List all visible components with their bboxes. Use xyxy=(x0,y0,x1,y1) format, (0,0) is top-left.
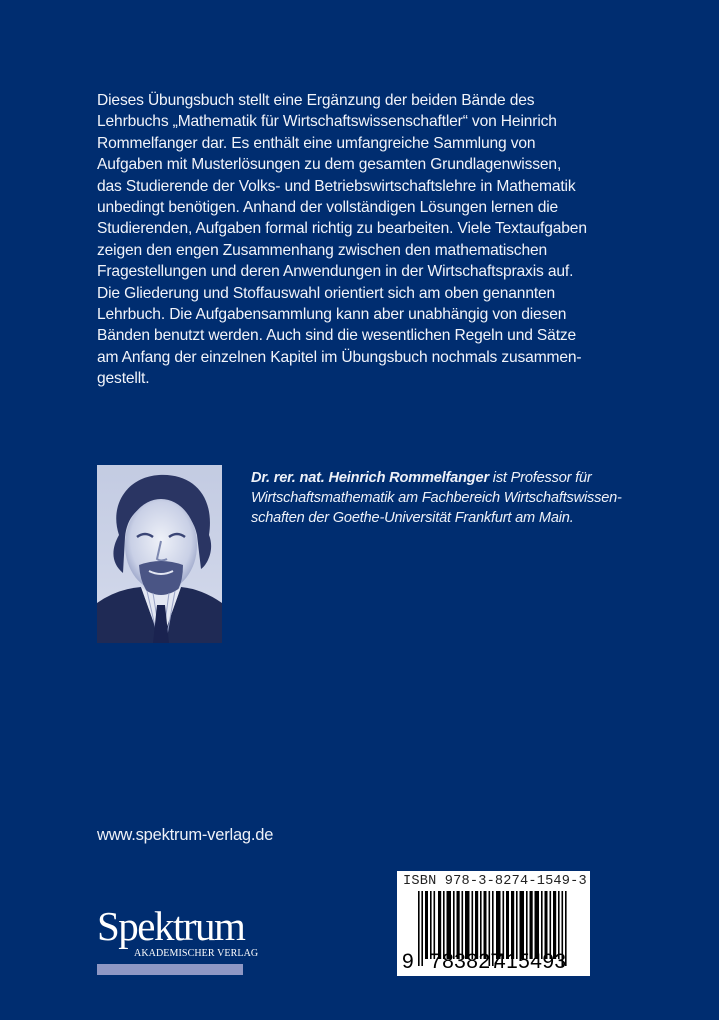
isbn-label: ISBN 978-3-8274-1549-3 xyxy=(403,874,587,889)
blurb-line: das Studierende der Volks- und Betriebswirtschaftslehre in Mathematik xyxy=(97,177,576,195)
blurb-line: Lehrbuchs „Mathematik für Wirtschaftswissenschaftler“ von Heinrich xyxy=(97,113,557,131)
blurb-line: Die Gliederung und Stoffauswahl orientiert sich am oben genannten xyxy=(97,284,556,302)
author-bio-text: ist Professor für xyxy=(488,470,592,486)
logo-bar xyxy=(97,964,243,975)
logo-subtitle: AKADEMISCHER VERLAG xyxy=(134,948,259,959)
publisher-website-link[interactable]: www.spektrum-verlag.de xyxy=(97,826,274,844)
author-bio-line-3: schaften der Goethe-Universität Frankfurt am Main. xyxy=(251,510,574,527)
blurb-line: Rommelfanger dar. Es enthält eine umfangreiche Sammlung von xyxy=(97,134,536,152)
blurb-line: Bänden benutzt werden. Auch sind die wesentlichen Regeln und Sätze xyxy=(97,327,577,345)
author-bio-line-1 xyxy=(251,468,651,488)
back-cover-blurb xyxy=(97,90,637,390)
blurb-line: am Anfang der einzelnen Kapitel im Übungsbuch nochmals zusammen- xyxy=(97,348,582,366)
blurb-line: Aufgaben mit Musterlösungen zu dem gesamten Grundlagenwissen, xyxy=(97,156,562,174)
blurb-line: zeigen den engen Zusammenhang zwischen den mathematischen xyxy=(97,241,548,259)
portrait-image xyxy=(97,465,222,643)
isbn-barcode xyxy=(397,871,590,976)
blurb-line: unbedingt benötigen. Anhand der vollständigen Lösungen lernen die xyxy=(97,199,559,217)
ean-digits-left: 783827 xyxy=(430,950,503,973)
author-name: Dr. rer. nat. Heinrich Rommelfanger xyxy=(251,470,489,486)
blurb-line: Dieses Übungsbuch stellt eine Ergänzung der beiden Bände des xyxy=(97,92,535,109)
ean-digits-right: 415493 xyxy=(494,950,567,973)
author-photo xyxy=(97,465,222,643)
logo-wordmark: Spektrum xyxy=(97,903,245,949)
author-bio xyxy=(251,468,651,529)
blurb-line: Lehrbuch. Die Aufgabensammlung kann aber unabhängig von diesen xyxy=(97,306,567,324)
blurb-line: gestellt. xyxy=(97,370,150,388)
blurb-line: Studierenden, Aufgaben formal richtig zu bearbeiten. Viele Textaufgaben xyxy=(97,220,587,238)
publisher-logo xyxy=(97,903,259,976)
blurb-line: Fragestellungen und deren Anwendungen in der Wirtschaftspraxis auf. xyxy=(97,263,574,281)
author-bio-line-2: Wirtschaftsmathematik am Fachbereich Wirtschaftswissen- xyxy=(251,490,622,507)
ean-digit-first: 9 xyxy=(402,950,414,973)
